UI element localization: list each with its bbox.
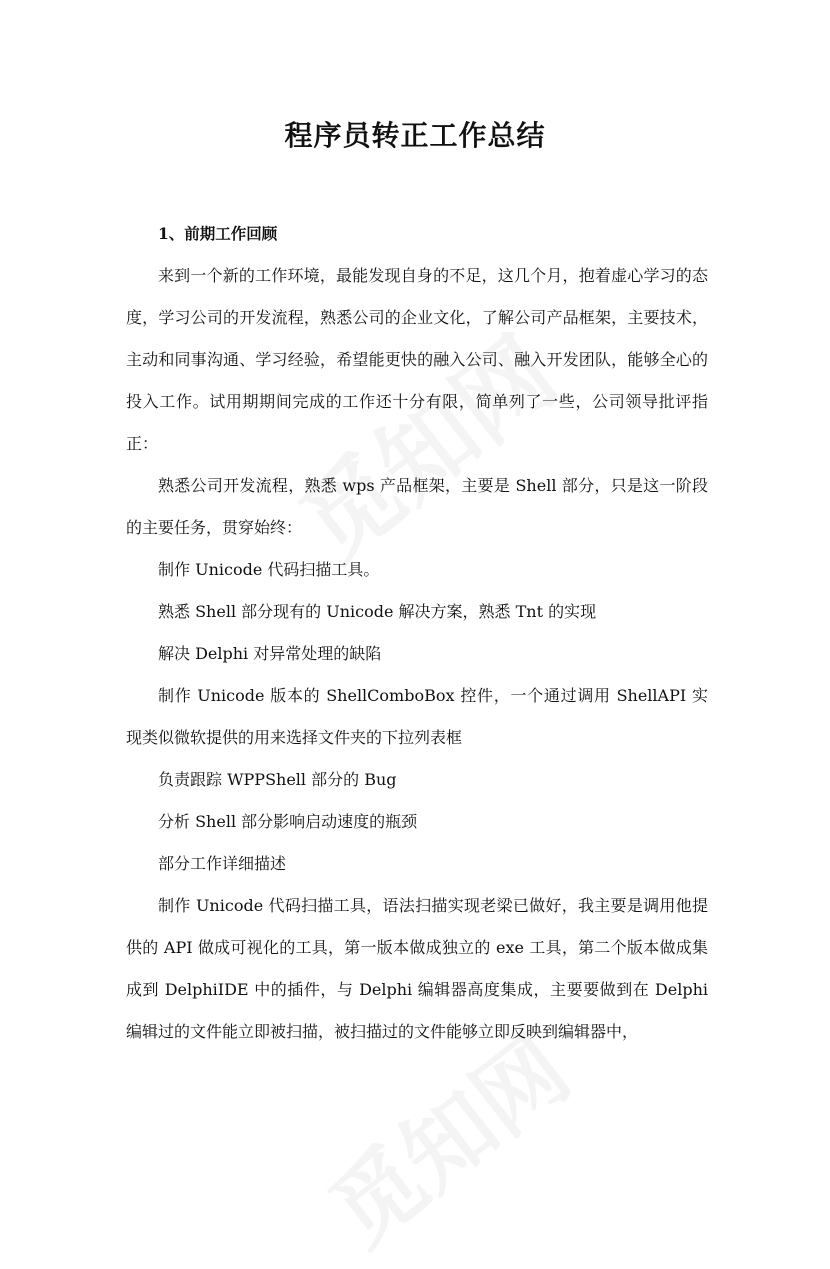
paragraph: 部分工作详细描述	[158, 854, 287, 873]
paragraph: 熟悉 Shell 部分现有的 Unicode 解决方案，熟悉 Tnt 的实现	[158, 602, 597, 621]
paragraph: 制作 Unicode 版本的 ShellComboBox 控件，一个通过调用 ShellAPI 实现类似微软提供的用来选择文件夹的下拉列表框	[126, 686, 708, 747]
paragraph: 解决 Delphi 对异常处理的缺陷	[158, 644, 382, 663]
paragraph: 熟悉公司开发流程，熟悉 wps 产品框架，主要是 Shell 部分，只是这一阶段的主要任务，贯穿始终：	[126, 476, 708, 537]
paragraph: 制作 Unicode 代码扫描工具，语法扫描实现老梁已做好，我主要是调用他提供的 API 做成可视化的工具，第一版本做成独立的 exe 工具，第二个版本做成集成到 DelphiIDE 中的插件，与 Delphi 编辑器高度集成，主要要做到在 Delphi 编辑过的文件能立即被扫描，被扫描过的文件能够立即反映到编辑器中，	[126, 896, 708, 1041]
section-heading: 1、前期工作回顾	[158, 224, 278, 243]
paragraph: 负责跟踪 WPPShell 部分的 Bug	[158, 770, 397, 789]
paragraph-intro: 来到一个新的工作环境，最能发现自身的不足，这几个月，抱着虚心学习的态度，学习公司的开发流程，熟悉公司的企业文化，了解公司产品框架，主要技术，主动和同事沟通、学习经验，希望能更快的融入公司、融入开发团队，能够全心的投入工作。试用期期间完成的工作还十分有限，简单列了一些，公司领导批评指正：	[126, 266, 708, 453]
paragraph: 分析 Shell 部分影响启动速度的瓶颈	[158, 812, 418, 831]
paragraph: 制作 Unicode 代码扫描工具。	[158, 560, 380, 579]
document-title: 程序员转正工作总结	[284, 119, 546, 152]
document-body	[126, 213, 708, 1053]
